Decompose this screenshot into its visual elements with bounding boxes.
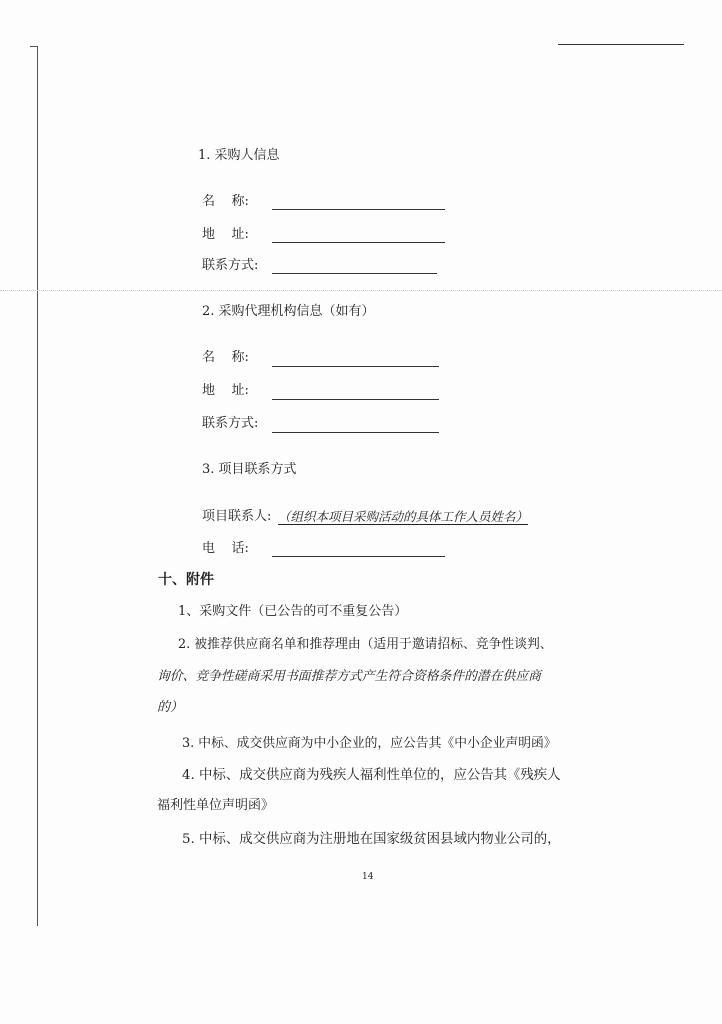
- purchaser-address-field[interactable]: [272, 242, 445, 243]
- attachment-item-5: 5. 中标、成交供应商为注册地在国家级贫困县域内物业公司的，: [182, 832, 561, 847]
- agency-contact-field[interactable]: [272, 432, 439, 433]
- attachment-item-3: 3. 中标、成交供应商为中小企业的，应公告其《中小企业声明函》: [182, 736, 557, 751]
- agency-contact-label: 联系方式:: [202, 416, 259, 431]
- attachment-item-1: 1、采购文件（已公告的可不重复公告）: [178, 604, 408, 619]
- attachments-heading: 十、附件: [158, 572, 214, 588]
- purchaser-name-field[interactable]: [272, 209, 445, 210]
- scan-left-rule: [37, 46, 38, 926]
- attachment-item-2-line-2: 询价、竞争性磋商采用书面推荐方式产生符合资格条件的潜在供应商: [157, 669, 541, 684]
- purchaser-name-label: 名 称:: [202, 194, 249, 209]
- scan-top-rule: [558, 44, 684, 45]
- project-person-label: 项目联系人:: [202, 509, 272, 524]
- purchaser-contact-field[interactable]: [272, 273, 437, 274]
- agency-name-label: 名 称:: [202, 350, 249, 365]
- scan-dotted-divider: [0, 290, 722, 291]
- agency-heading: 2. 采购代理机构信息（如有）: [202, 304, 375, 319]
- attachment-item-4-line-1: 4. 中标、成交供应商为残疾人福利性单位的，应公告其《残疾人: [182, 768, 561, 783]
- purchaser-contact-label: 联系方式:: [202, 258, 259, 273]
- purchaser-heading: 1. 采购人信息: [198, 148, 280, 163]
- project-heading: 3. 项目联系方式: [202, 462, 297, 477]
- project-phone-label: 电 话:: [202, 541, 249, 556]
- purchaser-address-label: 地 址:: [202, 227, 249, 242]
- agency-name-field[interactable]: [272, 366, 439, 367]
- project-phone-field[interactable]: [272, 556, 445, 557]
- attachment-item-2-line-3: 的）: [157, 700, 184, 715]
- attachment-item-4-line-2: 福利性单位声明函》: [157, 798, 275, 813]
- page-number: 14: [362, 872, 374, 882]
- agency-address-field[interactable]: [272, 399, 439, 400]
- agency-address-label: 地 址:: [202, 383, 249, 398]
- attachment-item-2-line-1: 2. 被推荐供应商名单和推荐理由（适用于邀请招标、竞争性谈判、: [178, 637, 553, 652]
- project-person-value: （组织本项目采购活动的具体工作人员姓名）: [278, 509, 529, 524]
